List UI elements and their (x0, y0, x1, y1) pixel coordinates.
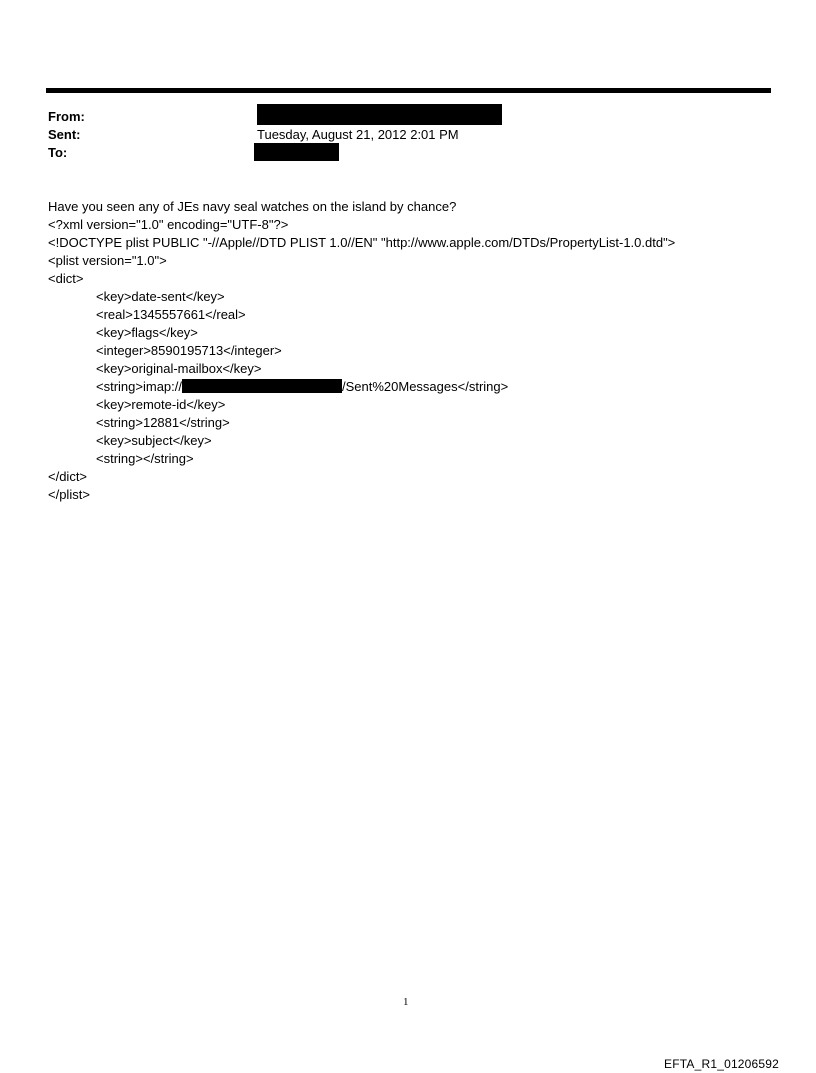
plist-entry: <key>flags</key> (96, 325, 198, 340)
dict-open: <dict> (48, 271, 84, 286)
from-redaction (257, 104, 502, 125)
dict-close: </dict> (48, 469, 88, 484)
mailbox-prefix: <string>imap:// (96, 379, 182, 394)
plist-entry: <real>1345557661</real> (96, 307, 246, 322)
to-label: To: (48, 145, 68, 160)
plist-open: <plist version="1.0"> (48, 253, 167, 268)
to-redaction (254, 143, 339, 161)
plist-entry: <key>original-mailbox</key> (96, 361, 262, 376)
plist-close: </plist> (48, 487, 90, 502)
doctype-line: <!DOCTYPE plist PUBLIC "-//Apple//DTD PLIST 1.0//EN" "http://www.apple.com/DTDs/PropertyList-1.0.dtd"> (48, 235, 676, 250)
plist-entry: <string>12881</string> (96, 415, 230, 430)
plist-entry: <integer>8590195713</integer> (96, 343, 282, 358)
mailbox-redaction (182, 379, 342, 393)
bates-number: EFTA_R1_01206592 (664, 1057, 780, 1071)
plist-entry: <key>date-sent</key> (96, 289, 225, 304)
plist-entry: <key>subject</key> (96, 433, 212, 448)
header-rule (46, 88, 771, 93)
sent-label: Sent: (48, 127, 81, 142)
message-question: Have you seen any of JEs navy seal watches on the island by chance? (48, 199, 457, 214)
page-number: 1 (403, 996, 409, 1008)
xml-declaration: <?xml version="1.0" encoding="UTF-8"?> (48, 217, 289, 232)
plist-entry-mailbox (96, 379, 508, 395)
plist-entry: <string></string> (96, 451, 194, 466)
mailbox-suffix: /Sent%20Messages</string> (342, 379, 509, 394)
from-label: From: (48, 109, 85, 124)
sent-value: Tuesday, August 21, 2012 2:01 PM (257, 127, 459, 142)
plist-entry: <key>remote-id</key> (96, 397, 226, 412)
